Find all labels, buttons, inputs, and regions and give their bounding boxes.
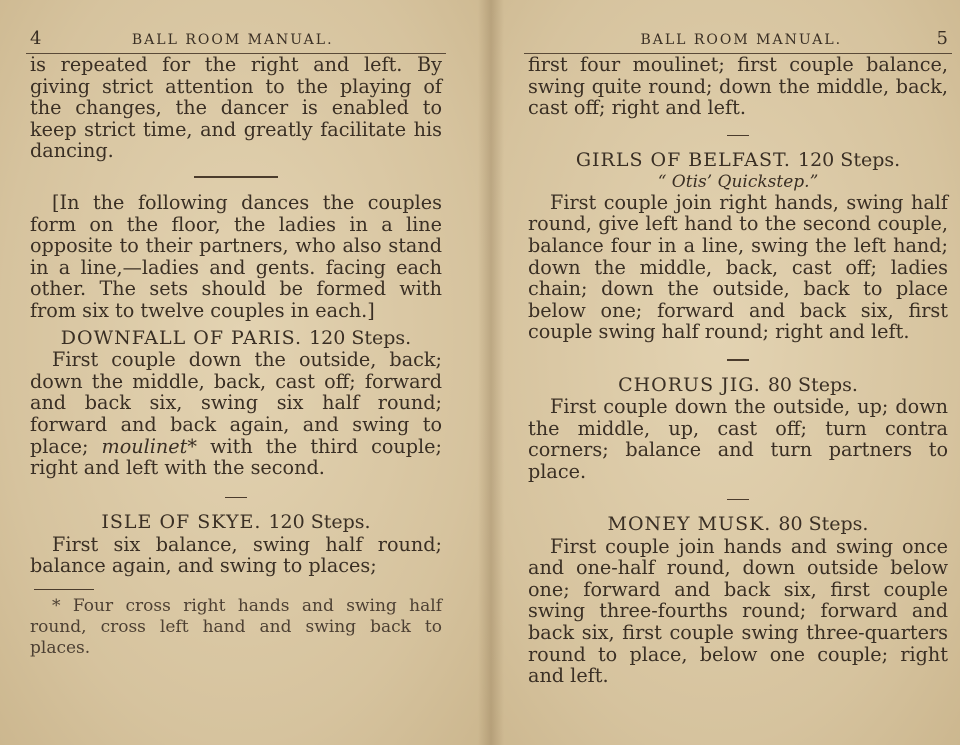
- dance-text-chorus-jig: First couple down the outside, up; down the middle, up, cast off; turn contra corners; balance and turn partners to place.: [528, 395, 948, 483]
- dance-divider: [727, 135, 749, 137]
- left-page-body: [26, 54, 446, 659]
- footnote-rule: [34, 589, 94, 590]
- dance-text-girls-of-belfast: First couple join right hands, swing half round, give left hand to the second couple, balance four in a line, swing the left hand; down the middle, back, cast off; ladies chain; down the outside, back to place below one; forward and back six, first couple swing half round; right and left.: [528, 190, 948, 344]
- section-divider: [194, 176, 278, 178]
- dance-text-isle-of-skye: First six balance, swing half round; balance again, and swing to places;: [30, 532, 442, 578]
- dance-subtitle: “ Otis’ Quickstep.”: [657, 171, 819, 192]
- moulinet-italic: moulinet*: [101, 434, 197, 458]
- dance-text-part-a: First couple down the outside, back; down the middle, back, cast off; forward and back six, swing six half round; forward and back again, and swing to place;: [30, 348, 442, 458]
- dance-title-text: DOWNFALL OF PARIS.: [60, 326, 303, 349]
- dance-title-isle-of-skye: [30, 512, 442, 534]
- dance-title-chorus-jig: [528, 375, 948, 397]
- left-page-number: 4: [30, 28, 42, 49]
- dance-steps: 80 Steps.: [767, 373, 858, 396]
- left-page-header: [26, 28, 446, 54]
- dance-divider: [727, 499, 749, 501]
- dance-title-text: CHORUS JIG.: [618, 373, 761, 396]
- right-page-header: [524, 28, 952, 54]
- dance-steps: 120 Steps.: [309, 326, 412, 349]
- dance-title-text: GIRLS OF BELFAST.: [575, 149, 791, 172]
- dance-title-downfall-of-paris: [30, 328, 442, 350]
- dance-text-money-musk: First couple join hands and swing once and one-half round, down outside below one; forward and back six, first couple swing three-fourths round; forward and back six, first couple swing three-quarters round to place, below one couple; right and left.: [528, 534, 948, 688]
- dance-title-text: MONEY MUSK.: [607, 513, 772, 535]
- right-page-number: 5: [936, 28, 948, 49]
- dance-divider: [727, 359, 749, 361]
- dance-divider: [225, 497, 247, 499]
- bracket-note: [In the following dances the couples form on the floor, the ladies in a line opposite to their partners, who also stand in a line,—ladies and gents. facing each other. The sets should be formed with from six to twelve couples in each.]: [30, 190, 442, 322]
- dance-steps: 80 Steps.: [778, 513, 869, 535]
- dance-text-part-b: with the third couple; right and left with the second.: [30, 434, 442, 480]
- dance-text-downfall-of-paris: [30, 349, 442, 479]
- continuation-paragraph: is repeated for the right and left. By giving strict attention to the playing of the changes, the dancer is enabled to keep strict time, and greatly facilitate his dancing.: [30, 53, 442, 163]
- footnote: * Four cross right hands and swing half round, cross left hand and swing back to places.: [30, 595, 442, 658]
- dance-steps: 120 Steps.: [798, 149, 901, 172]
- right-page: [480, 0, 960, 745]
- book-gutter: [478, 0, 504, 745]
- dance-title-girls-of-belfast: [528, 150, 948, 172]
- left-running-head: BALL ROOM MANUAL.: [131, 32, 334, 48]
- right-page-body: [524, 54, 952, 687]
- dance-title-money-musk: [528, 514, 948, 536]
- dance-steps: 120 Steps.: [268, 511, 371, 534]
- right-running-head: BALL ROOM MANUAL.: [640, 32, 843, 48]
- dance-title-text: ISLE OF SKYE.: [101, 511, 262, 534]
- continuation-paragraph: first four moulinet; first couple balance, swing quite round; down the middle, back, cast off; right and left.: [528, 53, 948, 120]
